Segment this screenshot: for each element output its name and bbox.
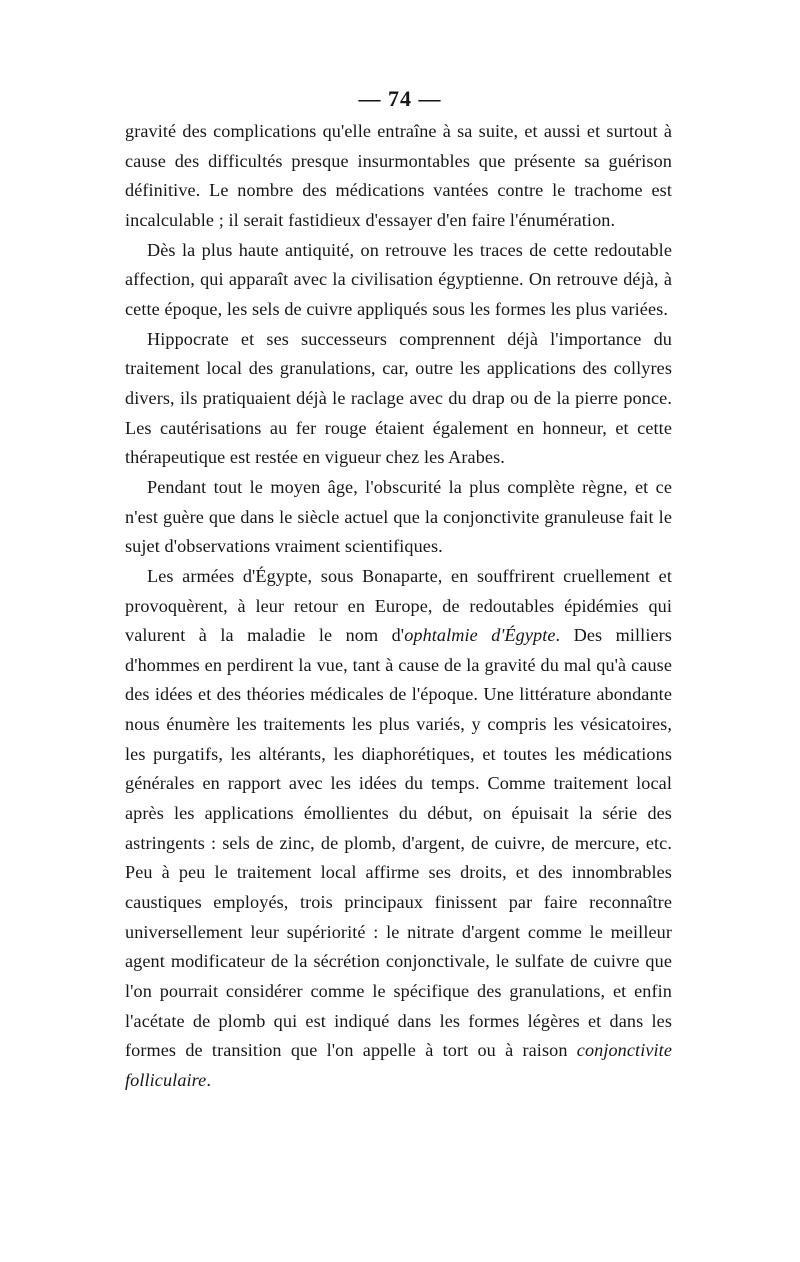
- paragraph-egypt-text-middle: . Des milliers d'hommes en perdirent la vue, tant à cause de la gravité du mal qu'à cause des idées et des théories médicales de l'époque. Une littérature abondante nous énumère les traitements les plus variés, y compris les vésicatoires, les purgatifs, les altérants, les diaphorétiques, et toutes les médications générales en rapport avec les idées du temps. Comme traitement local après les applications émollientes du début, on épuisait la série des astringents : sels de zinc, de plomb, d'argent, de cuivre, de mercure, etc. Peu à peu le traitement local affirme ses droits, et des innombrables caustiques employés, trois principaux finissent par faire reconnaître universellement leur supériorité : le nitrate d'argent comme le meilleur agent modificateur de la sécrétion conjonctivale, le sulfate de cuivre que l'on pourrait considérer comme le spécifique des granulations, et enfin l'acétate de plomb qui est indiqué dans les formes légères et dans les formes de transition que l'on appelle à tort ou à raison: [125, 625, 672, 1061]
- paragraph-egypt-text-end: .: [206, 1070, 212, 1090]
- italic-term-conjonctivite: conjonctivite folliculaire: [125, 1040, 672, 1090]
- paragraph-antiquity: Dès la plus haute antiquité, on retrouve les traces de cette redoutable affection, qui apparaît avec la civilisation égyptienne. On retrouve déjà, à cette époque, les sels de cuivre appliqués sous les formes les plus variées.: [125, 239, 672, 319]
- body-text: [125, 117, 672, 1096]
- page-number: — 74 —: [358, 86, 442, 111]
- italic-term-ophtalmie: ophtalmie d'Égypte: [404, 625, 556, 646]
- paragraph-egypt-armies: [125, 562, 672, 1096]
- paragraph-middle-ages: Pendant tout le moyen âge, l'obscurité la plus complète règne, et ce n'est guère que dans le siècle actuel que la conjonctivite granuleuse fait le sujet d'observations vraiment scientifiques.: [125, 476, 672, 557]
- paragraph-egypt-text-start: Les armées d'Égypte, sous Bonaparte, en souffrirent cruellement et provoquèrent, à leur retour en Europe, de redoutables épidémies qui valurent à la maladie le nom d': [125, 565, 672, 646]
- paragraph-continued: gravité des complications qu'elle entraîne à sa suite, et aussi et surtout à cause des difficultés presque insurmontables que présente sa guérison définitive. Le nombre des médications vantées contre le trachome est incalculable ; il serait fastidieux d'essayer d'en faire l'énumération.: [125, 121, 672, 230]
- paragraph-hippocrates: Hippocrate et ses successeurs comprennent déjà l'importance du traitement local des granulations, car, outre les applications des collyres divers, ils pratiquaient déjà le raclage avec du drap ou de la pierre ponce. Les cautérisations au fer rouge étaient également en honneur, et cette thérapeutique est restée en vigueur chez les Arabes.: [125, 328, 672, 468]
